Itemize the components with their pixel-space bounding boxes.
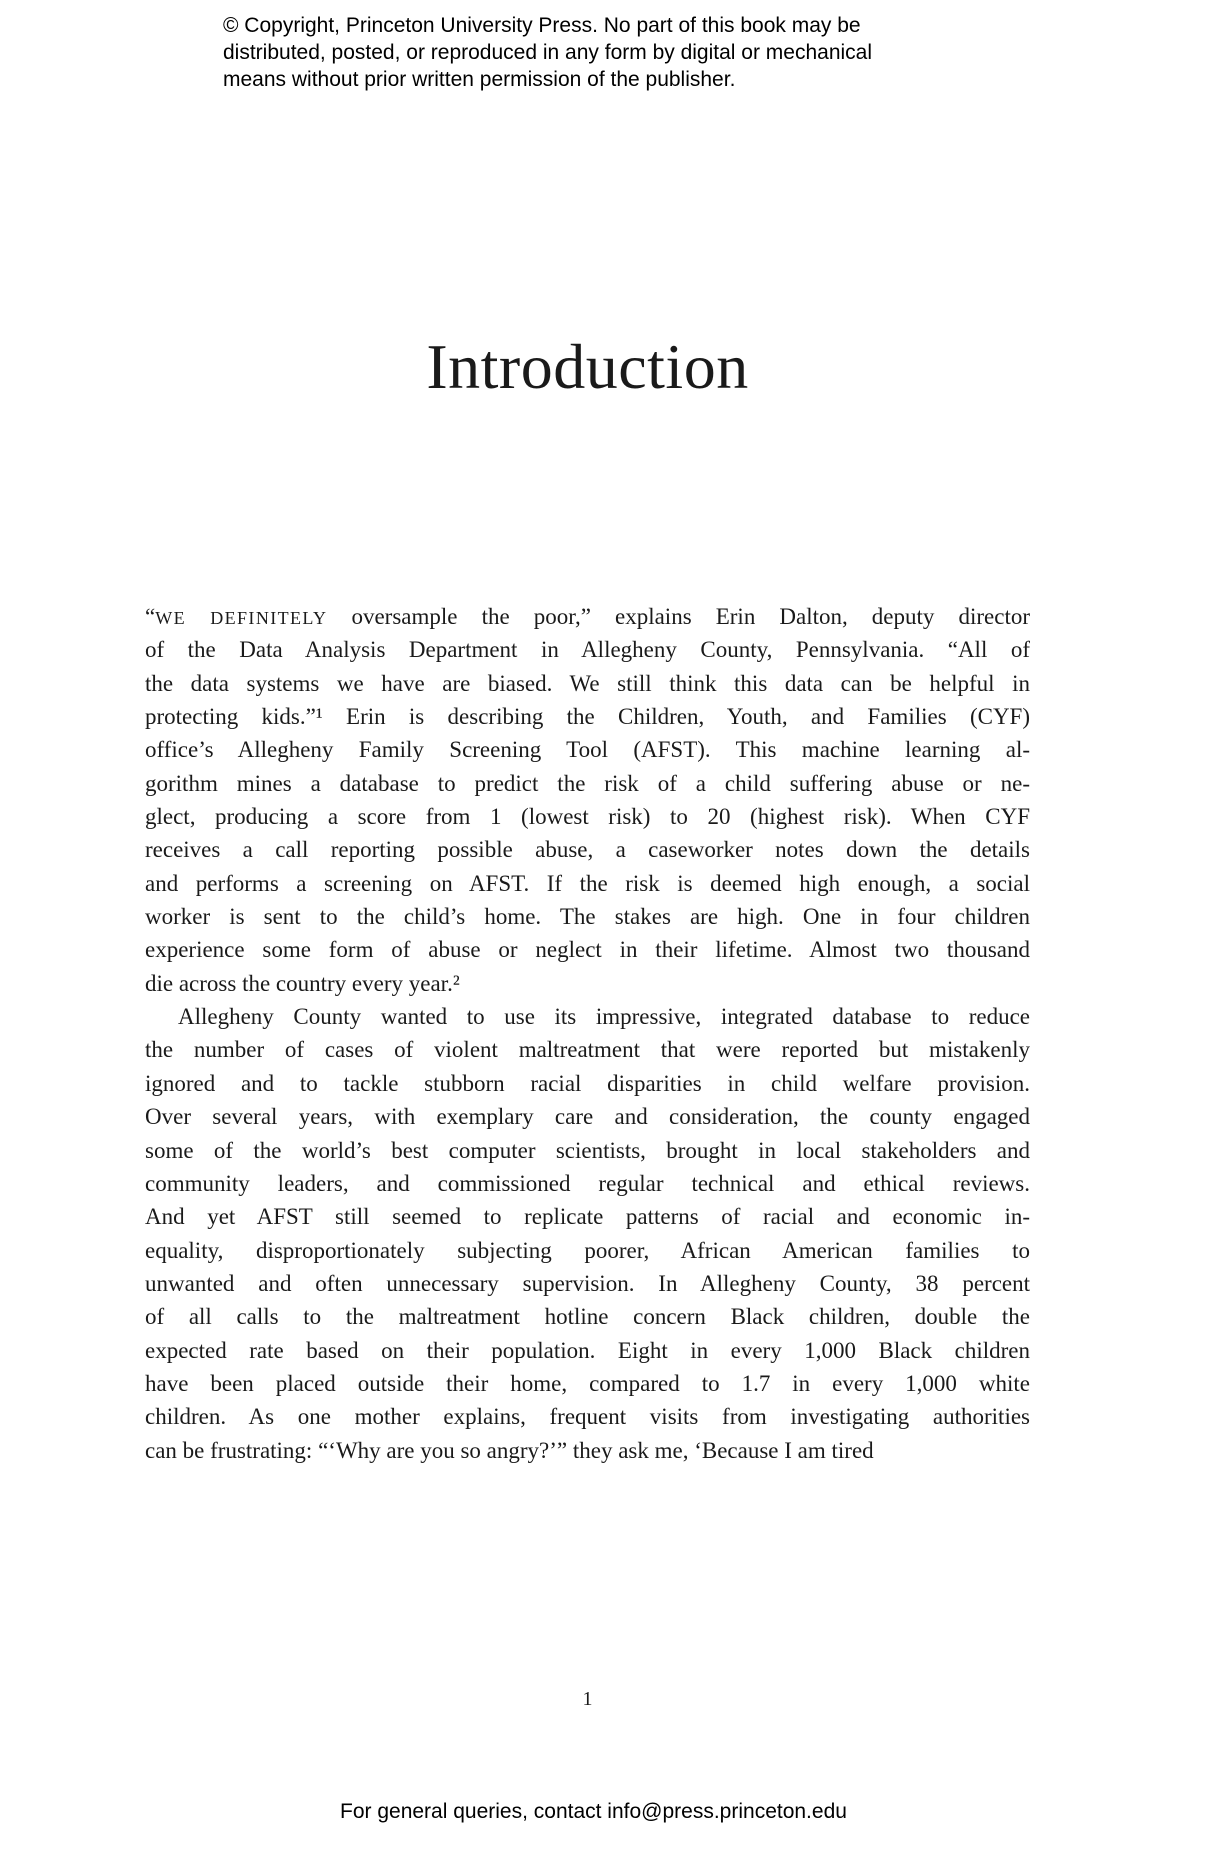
text-line: unwanted and often unnecessary supervision. In Allegheny County, 38 percent [145,1270,1030,1296]
text-segment: “ [145,604,156,629]
footer-contact: For general queries, contact info@press.princeton.edu [340,1800,847,1823]
text-line: community leaders, and commissioned regular technical and ethical reviews. [145,1170,1030,1196]
text-line: the data systems we have are biased. We still think this data can be helpful in [145,670,1030,696]
copyright-line-2: distributed, posted, or reproduced in any form by digital or mechanical [223,41,873,64]
text-line: ignored and to tackle stubborn racial disparities in child welfare provision. [145,1070,1030,1096]
text-line: glect, producing a score from 1 (lowest risk) to 20 (highest risk). When CYF [145,804,1030,830]
text-line: gorithm mines a database to predict the risk of a child suffering abuse or ne- [145,770,1030,796]
text-line: and performs a screening on AFST. If the risk is deemed high enough, a social [145,870,1030,896]
copyright-line-1: © Copyright, Princeton University Press. No part of this book may be [223,14,861,37]
text-line: expected rate based on their population. Eight in every 1,000 Black children [145,1337,1030,1363]
text-line: some of the world’s best computer scientists, brought in local stakeholders and [145,1137,1030,1163]
text-line: die across the country every year.² [145,970,460,996]
text-segment: oversample the poor,” explains Erin Dalton, deputy director [327,604,1030,629]
text-line: the number of cases of violent maltreatment that were reported but mistakenly [145,1037,1030,1063]
text-line: Allegheny County wanted to use its impressive, integrated database to reduce [178,1004,1030,1030]
text-line: worker is sent to the child’s home. The stakes are high. One in four children [145,904,1030,930]
text-line: of the Data Analysis Department in Allegheny County, Pennsylvania. “All of [145,637,1030,663]
copyright-notice [223,12,872,93]
chapter-title: Introduction [426,331,749,402]
text-line: have been placed outside their home, compared to 1.7 in every 1,000 white [145,1370,1030,1396]
text-line: equality, disproportionately subjecting poorer, African American families to [145,1237,1030,1263]
text-line: can be frustrating: “‘Why are you so angry?’” they ask me, ‘Because I am tired [145,1437,874,1463]
copyright-line-3: means without prior written permission of the publisher. [223,68,736,91]
text-line: of all calls to the maltreatment hotline concern Black children, double the [145,1304,1030,1330]
text-line [145,600,1030,633]
smallcaps-lead-in: WE DEFINITELY [155,608,328,628]
text-line: Over several years, with exemplary care and consideration, the county engaged [145,1104,1030,1130]
text-line: protecting kids.”¹ Erin is describing the Children, Youth, and Families (CYF) [145,704,1030,730]
text-line: experience some form of abuse or neglect in their lifetime. Almost two thousand [145,937,1030,963]
text-line: children. As one mother explains, frequent visits from investigating authorities [145,1404,1030,1430]
text-line: receives a call reporting possible abuse, a caseworker notes down the details [145,837,1030,863]
text-line: office’s Allegheny Family Screening Tool (AFST). This machine learning al- [145,737,1030,763]
text-line: And yet AFST still seemed to replicate patterns of racial and economic in- [145,1204,1030,1230]
page-number: 1 [582,1688,593,1710]
body-text [145,600,1030,1467]
